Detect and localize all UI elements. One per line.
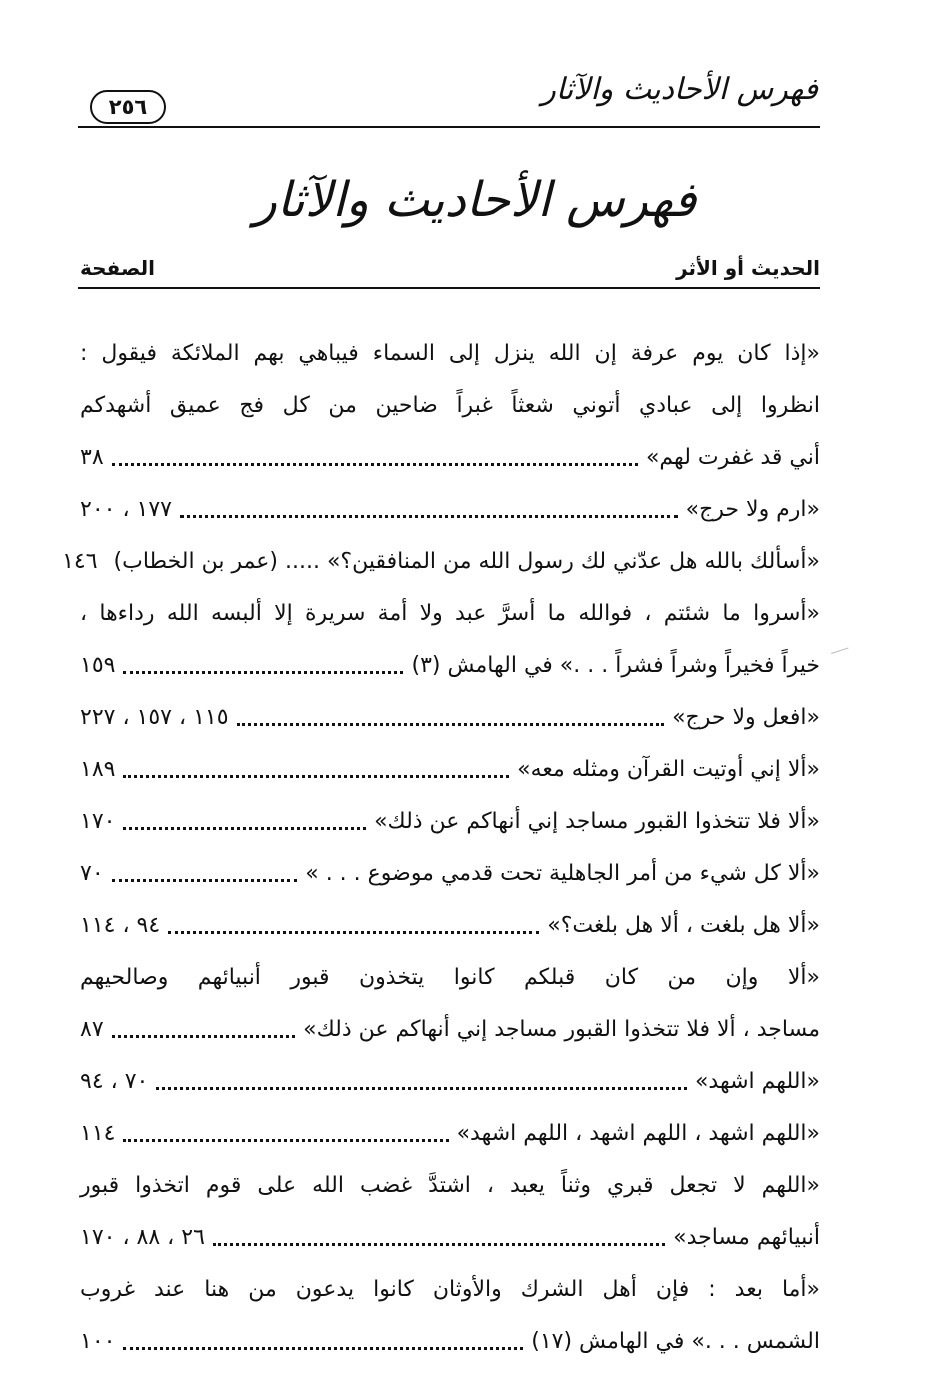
entry-text: «ارم ولا حرج» xyxy=(685,497,820,522)
index-entry-continuation-line: «أما بعد : فإن أهل الشرك والأوثان كانوا يدعون من هنا عند غروب xyxy=(80,1277,820,1302)
dot-leader xyxy=(123,1347,523,1350)
index-entry-line xyxy=(62,536,820,588)
entry-text: «ألا هل بلغت ، ألا هل بلغت؟» xyxy=(547,913,820,938)
entry-text: «ألا كل شيء من أمر الجاهلية تحت قدمي موضوع . . . » xyxy=(305,861,820,886)
entry-page-number: ١٤٦ xyxy=(62,549,98,574)
index-entry-line xyxy=(80,640,820,692)
dot-leader xyxy=(123,827,366,830)
dot-leader xyxy=(180,515,678,518)
index-entry-continuation-line: «إذا كان يوم عرفة إن الله ينزل إلى السماء فيباهي بهم الملائكة فيقول : xyxy=(80,341,820,366)
index-entry-line xyxy=(80,848,820,900)
entry-text: مساجد ، ألا فلا تتخذوا القبور مساجد إني أنهاكم عن ذلك» xyxy=(303,1017,820,1042)
running-header-title: فهرس الأحاديث والآثار xyxy=(541,72,818,107)
entry-text: «اللهم اشهد» xyxy=(694,1069,820,1094)
dot-leader xyxy=(123,671,403,674)
index-entry-continuation-line: انظروا إلى عبادي أتوني شعثاً غبراً ضاحين من كل فج عميق أشهدكم xyxy=(80,393,820,418)
entry-page-number: ٨٧ xyxy=(80,1017,104,1042)
entry-text: «أسألك بالله هل عدّني لك رسول الله من المنافقين؟» ..... (عمر بن الخطاب) xyxy=(113,549,820,574)
entry-page-number: ٧٠ ، ٩٤ xyxy=(80,1069,149,1094)
index-entry-continuation-line: «ألا وإن من كان قبلكم كانوا يتخذون قبور أنبيائهم وصالحيهم xyxy=(80,965,820,990)
index-entry-line xyxy=(80,1108,820,1160)
index-entry-line xyxy=(80,900,820,952)
entry-page-number: ١٧٠ xyxy=(80,809,116,834)
index-entry-line xyxy=(80,1004,820,1056)
header-divider xyxy=(78,126,820,128)
index-entry-line xyxy=(80,1056,820,1108)
dot-leader xyxy=(168,931,539,934)
index-entry-line xyxy=(80,432,820,484)
index-entry-line xyxy=(80,692,820,744)
dot-leader xyxy=(112,879,298,882)
entry-text: «ألا فلا تتخذوا القبور مساجد إني أنهاكم عن ذلك» xyxy=(374,809,820,834)
dot-leader xyxy=(123,1139,448,1142)
index-title: فهرس الأحاديث والآثار xyxy=(253,172,697,228)
entry-page-number: ١١٥ ، ١٥٧ ، ٢٢٧ xyxy=(80,705,229,730)
entry-text: أنبيائهم مساجد» xyxy=(673,1225,820,1250)
dot-leader xyxy=(213,1243,665,1246)
page-number: ٢٥٦ xyxy=(90,90,166,124)
margin-mark xyxy=(831,647,851,661)
index-entry-line xyxy=(80,1316,820,1368)
index-entry-line xyxy=(80,484,820,536)
entry-page-number: ١٥٩ xyxy=(80,653,116,678)
entry-text: «افعل ولا حرج» xyxy=(672,705,820,730)
entry-text: أني قد غفرت لهم» xyxy=(645,445,820,470)
dot-leader xyxy=(156,1087,687,1090)
index-entry-continuation-line: «أسروا ما شئتم ، فوالله ما أسرَّ عبد ولا أمة سريرة إلا ألبسه الله رداءها ، xyxy=(80,601,820,626)
entry-text: «ألا إني أوتيت القرآن ومثله معه» xyxy=(517,757,820,782)
entry-page-number: ٧٠ xyxy=(80,861,104,886)
dot-leader xyxy=(123,775,509,778)
entry-page-number: ٩٤ ، ١١٤ xyxy=(80,913,161,938)
entry-page-number: ١١٤ xyxy=(80,1121,116,1146)
column-heading-page: الصفحة xyxy=(80,256,156,280)
entry-text: «اللهم اشهد ، اللهم اشهد ، اللهم اشهد» xyxy=(456,1121,820,1146)
index-entry-line xyxy=(80,1212,820,1264)
columns-divider xyxy=(78,287,820,289)
entry-page-number: ٢٦ ، ٨٨ ، ١٧٠ xyxy=(80,1225,205,1250)
index-entry-line xyxy=(80,744,820,796)
dot-leader xyxy=(112,463,638,466)
entry-page-number: ١٨٩ xyxy=(80,757,116,782)
column-heading-hadith: الحديث أو الأثر xyxy=(676,256,820,280)
entry-page-number: ١٠٠ xyxy=(80,1329,116,1354)
dot-leader xyxy=(112,1035,296,1038)
entry-page-number: ٣٨ xyxy=(80,445,104,470)
entry-text: خيراً فخيراً وشراً فشراً . . .» في الهامش (٣) xyxy=(411,653,820,678)
entry-page-number: ١٧٧ ، ٢٠٠ xyxy=(80,497,172,522)
index-entries xyxy=(62,328,820,1368)
dot-leader xyxy=(237,723,665,726)
entry-text: الشمس . . .» في الهامش (١٧) xyxy=(531,1329,820,1354)
index-entry-line xyxy=(80,796,820,848)
index-entry-continuation-line: «اللهم لا تجعل قبري وثناً يعبد ، اشتدَّ غضب الله على قوم اتخذوا قبور xyxy=(80,1173,820,1198)
